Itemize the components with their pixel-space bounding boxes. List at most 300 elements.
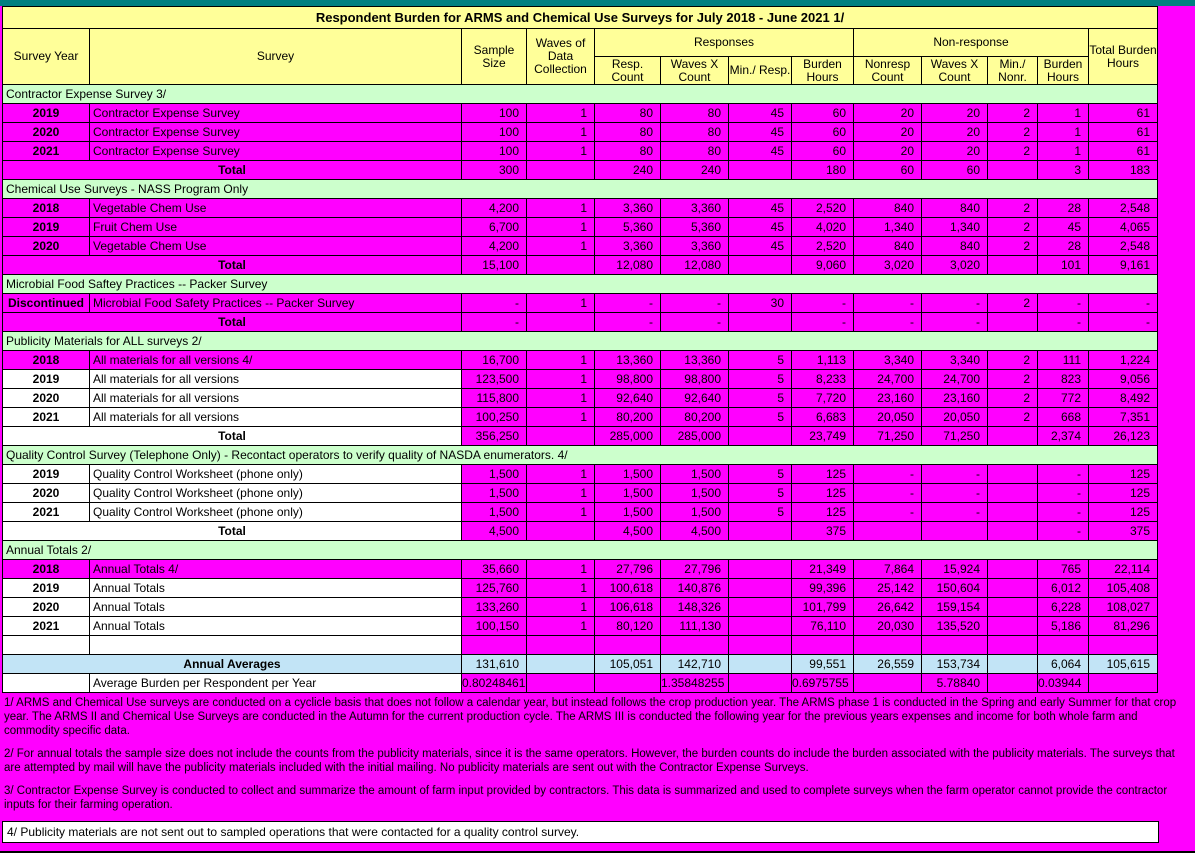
value-cell[interactable]: - [661,294,729,313]
value-cell[interactable]: 3,360 [595,237,661,256]
value-cell[interactable] [527,427,595,446]
value-cell[interactable]: - [854,484,922,503]
section-header-cell[interactable]: Publicity Materials for ALL surveys 2/ [3,332,1158,351]
value-cell[interactable]: 153,734 [922,655,988,674]
value-cell[interactable]: 0.80248461 [462,674,527,693]
value-cell[interactable]: - [462,294,527,313]
value-cell[interactable]: 20 [922,142,988,161]
value-cell[interactable]: 3,360 [661,199,729,218]
value-cell[interactable]: 105,408 [1089,579,1158,598]
value-cell[interactable] [462,636,527,655]
value-cell[interactable]: 4,200 [462,237,527,256]
survey-cell[interactable]: Microbial Food Safety Practices -- Packer Survey [90,294,462,313]
value-cell[interactable]: 1,500 [661,465,729,484]
value-cell[interactable]: 45 [729,199,792,218]
value-cell[interactable]: 80 [595,142,661,161]
value-cell[interactable]: 6,228 [1038,598,1089,617]
survey-cell[interactable]: Annual Totals [90,579,462,598]
value-cell[interactable]: 2 [988,408,1038,427]
year-cell[interactable] [3,636,90,655]
col-header-waves[interactable]: Waves of Data Collection [527,29,595,85]
value-cell[interactable]: 840 [854,199,922,218]
value-cell[interactable]: 5.78840 [922,674,988,693]
col-header-waves-x-count[interactable]: Waves X Count [661,57,729,85]
col-header-sample-size[interactable]: Sample Size [462,29,527,85]
value-cell[interactable]: 100 [462,142,527,161]
year-cell[interactable]: 2020 [3,237,90,256]
value-cell[interactable]: 668 [1038,408,1089,427]
value-cell[interactable]: 81,296 [1089,617,1158,636]
survey-cell[interactable] [90,636,462,655]
value-cell[interactable]: 375 [1089,522,1158,541]
value-cell[interactable]: 1,500 [661,503,729,522]
value-cell[interactable]: 99,396 [792,579,854,598]
value-cell[interactable] [729,560,792,579]
value-cell[interactable] [729,427,792,446]
value-cell[interactable]: 2,548 [1089,199,1158,218]
value-cell[interactable]: 76,110 [792,617,854,636]
value-cell[interactable]: 111 [1038,351,1089,370]
value-cell[interactable]: 1 [527,465,595,484]
value-cell[interactable]: 1,500 [595,465,661,484]
value-cell[interactable]: 3,360 [595,199,661,218]
value-cell[interactable]: 5,186 [1038,617,1089,636]
value-cell[interactable]: 4,020 [792,218,854,237]
value-cell[interactable]: 1 [527,199,595,218]
value-cell[interactable]: 125 [792,465,854,484]
value-cell[interactable]: 28 [1038,237,1089,256]
value-cell[interactable]: 35,660 [462,560,527,579]
value-cell[interactable]: 25,142 [854,579,922,598]
value-cell[interactable]: 106,618 [595,598,661,617]
value-cell[interactable]: 26,559 [854,655,922,674]
value-cell[interactable] [1089,636,1158,655]
value-cell[interactable]: - [792,313,854,332]
value-cell[interactable]: 125 [1089,484,1158,503]
value-cell[interactable]: 1 [1038,142,1089,161]
value-cell[interactable]: 80,120 [595,617,661,636]
value-cell[interactable]: 108,027 [1089,598,1158,617]
value-cell[interactable]: 24,700 [922,370,988,389]
value-cell[interactable]: 183 [1089,161,1158,180]
value-cell[interactable]: 20 [854,142,922,161]
value-cell[interactable]: 2,520 [792,199,854,218]
value-cell[interactable]: 1 [527,389,595,408]
value-cell[interactable]: 92,640 [661,389,729,408]
value-cell[interactable]: 92,640 [595,389,661,408]
value-cell[interactable]: 1 [527,123,595,142]
value-cell[interactable]: 1 [527,351,595,370]
group-header-responses[interactable]: Responses [595,29,854,57]
year-cell[interactable]: 2018 [3,199,90,218]
value-cell[interactable] [988,256,1038,275]
row-label-cell[interactable]: Total [3,427,462,446]
value-cell[interactable]: 1,113 [792,351,854,370]
value-cell[interactable]: 105,051 [595,655,661,674]
value-cell[interactable]: 71,250 [922,427,988,446]
value-cell[interactable]: 5 [729,503,792,522]
value-cell[interactable]: 2 [988,294,1038,313]
value-cell[interactable]: 5 [729,370,792,389]
year-cell[interactable]: 2019 [3,104,90,123]
value-cell[interactable]: 98,800 [661,370,729,389]
value-cell[interactable]: 823 [1038,370,1089,389]
year-cell[interactable]: 2020 [3,598,90,617]
col-header-min-resp[interactable]: Min./ Resp. [729,57,792,85]
value-cell[interactable] [988,598,1038,617]
value-cell[interactable]: 80 [661,142,729,161]
value-cell[interactable]: 60 [792,123,854,142]
value-cell[interactable] [527,313,595,332]
value-cell[interactable]: 1,500 [595,484,661,503]
value-cell[interactable]: 356,250 [462,427,527,446]
value-cell[interactable]: 20 [922,104,988,123]
survey-cell[interactable]: Quality Control Worksheet (phone only) [90,484,462,503]
value-cell[interactable] [988,465,1038,484]
value-cell[interactable] [527,522,595,541]
value-cell[interactable] [988,427,1038,446]
value-cell[interactable] [729,598,792,617]
group-header-non-response[interactable]: Non-response [854,29,1089,57]
value-cell[interactable]: 45 [729,123,792,142]
year-cell[interactable]: 2021 [3,503,90,522]
value-cell[interactable]: 1 [527,617,595,636]
value-cell[interactable] [988,579,1038,598]
value-cell[interactable]: 45 [1038,218,1089,237]
col-header-survey[interactable]: Survey [90,29,462,85]
value-cell[interactable]: 15,100 [462,256,527,275]
value-cell[interactable]: 7,720 [792,389,854,408]
value-cell[interactable]: 142,710 [661,655,729,674]
value-cell[interactable]: - [922,465,988,484]
value-cell[interactable]: 2 [988,351,1038,370]
year-cell[interactable]: 2018 [3,560,90,579]
section-header-cell[interactable]: Quality Control Survey (Telephone Only) - Recontact operators to verify quality of NASDA enumerators. 4/ [3,446,1158,465]
value-cell[interactable]: 1,224 [1089,351,1158,370]
value-cell[interactable] [922,522,988,541]
value-cell[interactable]: 300 [462,161,527,180]
value-cell[interactable]: 3 [1038,161,1089,180]
value-cell[interactable]: 3,020 [854,256,922,275]
value-cell[interactable]: 6,064 [1038,655,1089,674]
value-cell[interactable]: 60 [854,161,922,180]
value-cell[interactable] [988,522,1038,541]
value-cell[interactable]: 2 [988,370,1038,389]
survey-cell[interactable]: Annual Totals 4/ [90,560,462,579]
survey-cell[interactable]: Vegetable Chem Use [90,199,462,218]
value-cell[interactable]: - [1089,294,1158,313]
value-cell[interactable]: 1 [527,142,595,161]
value-cell[interactable]: 5 [729,389,792,408]
value-cell[interactable]: 133,260 [462,598,527,617]
value-cell[interactable]: 125,760 [462,579,527,598]
survey-cell[interactable]: Contractor Expense Survey [90,123,462,142]
value-cell[interactable]: 1,500 [462,503,527,522]
value-cell[interactable]: 23,160 [854,389,922,408]
value-cell[interactable]: 240 [661,161,729,180]
value-cell[interactable]: 1 [527,484,595,503]
section-header-cell[interactable]: Annual Totals 2/ [3,541,1158,560]
value-cell[interactable]: 125 [1089,465,1158,484]
row-label-cell[interactable]: Total [3,256,462,275]
value-cell[interactable]: 80 [661,104,729,123]
value-cell[interactable] [595,636,661,655]
value-cell[interactable]: 1 [527,503,595,522]
value-cell[interactable]: 0.03944 [1038,674,1089,693]
value-cell[interactable] [729,313,792,332]
value-cell[interactable]: 45 [729,218,792,237]
value-cell[interactable]: 4,500 [462,522,527,541]
value-cell[interactable]: 99,551 [792,655,854,674]
value-cell[interactable] [988,655,1038,674]
value-cell[interactable]: 2 [988,218,1038,237]
value-cell[interactable] [854,674,922,693]
value-cell[interactable] [729,522,792,541]
col-header-burden-hours-nonresp[interactable]: Burden Hours [1038,57,1089,85]
value-cell[interactable]: 1 [527,294,595,313]
col-header-survey-year[interactable]: Survey Year [3,29,90,85]
value-cell[interactable]: 22,114 [1089,560,1158,579]
value-cell[interactable]: 20 [854,123,922,142]
value-cell[interactable]: - [1038,522,1089,541]
value-cell[interactable]: 20,050 [922,408,988,427]
value-cell[interactable]: 125 [792,503,854,522]
value-cell[interactable]: 4,500 [595,522,661,541]
value-cell[interactable] [729,256,792,275]
value-cell[interactable] [988,161,1038,180]
value-cell[interactable]: 26,642 [854,598,922,617]
col-header-burden-hours[interactable]: Burden Hours [792,57,854,85]
value-cell[interactable]: - [1038,465,1089,484]
value-cell[interactable]: 20 [922,123,988,142]
value-cell[interactable]: 61 [1089,123,1158,142]
year-cell[interactable]: 2020 [3,389,90,408]
value-cell[interactable]: 100,618 [595,579,661,598]
value-cell[interactable]: 111,130 [661,617,729,636]
value-cell[interactable]: - [1038,294,1089,313]
value-cell[interactable]: 4,500 [661,522,729,541]
value-cell[interactable]: 23,749 [792,427,854,446]
survey-cell[interactable]: Contractor Expense Survey [90,142,462,161]
value-cell[interactable] [661,636,729,655]
value-cell[interactable]: 26,123 [1089,427,1158,446]
value-cell[interactable] [988,617,1038,636]
value-cell[interactable]: - [661,313,729,332]
value-cell[interactable]: 148,326 [661,598,729,617]
value-cell[interactable] [988,484,1038,503]
value-cell[interactable]: 6,012 [1038,579,1089,598]
value-cell[interactable]: 45 [729,237,792,256]
value-cell[interactable]: 12,080 [661,256,729,275]
value-cell[interactable] [729,674,792,693]
value-cell[interactable]: 60 [792,104,854,123]
value-cell[interactable]: 27,796 [661,560,729,579]
value-cell[interactable]: 123,500 [462,370,527,389]
value-cell[interactable]: 1 [1038,123,1089,142]
value-cell[interactable]: 1,340 [922,218,988,237]
value-cell[interactable]: 772 [1038,389,1089,408]
year-cell[interactable]: 2019 [3,218,90,237]
value-cell[interactable]: 23,160 [922,389,988,408]
value-cell[interactable]: 20,030 [854,617,922,636]
value-cell[interactable]: 2 [988,389,1038,408]
value-cell[interactable]: 159,154 [922,598,988,617]
value-cell[interactable]: 80,200 [661,408,729,427]
value-cell[interactable] [988,674,1038,693]
value-cell[interactable]: 71,250 [854,427,922,446]
section-header-cell[interactable]: Contractor Expense Survey 3/ [3,85,1158,104]
survey-cell[interactable]: All materials for all versions [90,408,462,427]
value-cell[interactable] [792,636,854,655]
section-header-cell[interactable]: Microbial Food Saftey Practices -- Packer Survey [3,275,1158,294]
col-header-resp-count[interactable]: Resp. Count [595,57,661,85]
year-cell[interactable]: 2021 [3,617,90,636]
value-cell[interactable] [988,313,1038,332]
value-cell[interactable]: - [792,294,854,313]
value-cell[interactable]: 2 [988,237,1038,256]
col-header-waves-x-count-nonresp[interactable]: Waves X Count [922,57,988,85]
value-cell[interactable] [922,636,988,655]
value-cell[interactable]: 80 [595,123,661,142]
survey-cell[interactable]: All materials for all versions 4/ [90,351,462,370]
value-cell[interactable] [988,503,1038,522]
value-cell[interactable]: 3,340 [854,351,922,370]
value-cell[interactable]: 60 [792,142,854,161]
value-cell[interactable]: 1,340 [854,218,922,237]
value-cell[interactable]: 840 [922,199,988,218]
year-cell[interactable]: 2019 [3,370,90,389]
value-cell[interactable]: 100,250 [462,408,527,427]
year-cell[interactable]: 2020 [3,484,90,503]
value-cell[interactable]: 9,161 [1089,256,1158,275]
year-cell[interactable]: 2019 [3,465,90,484]
value-cell[interactable]: 5 [729,351,792,370]
value-cell[interactable]: - [595,294,661,313]
value-cell[interactable]: 135,520 [922,617,988,636]
value-cell[interactable]: 1 [527,218,595,237]
value-cell[interactable]: 5 [729,408,792,427]
value-cell[interactable]: 80 [595,104,661,123]
value-cell[interactable]: 24,700 [854,370,922,389]
value-cell[interactable]: 2 [988,104,1038,123]
value-cell[interactable]: 4,200 [462,199,527,218]
value-cell[interactable]: 21,349 [792,560,854,579]
value-cell[interactable]: 13,360 [595,351,661,370]
value-cell[interactable]: 12,080 [595,256,661,275]
value-cell[interactable]: 1 [527,237,595,256]
value-cell[interactable]: 2 [988,142,1038,161]
value-cell[interactable]: 1.35848255 [661,674,729,693]
value-cell[interactable] [729,579,792,598]
value-cell[interactable]: - [1038,503,1089,522]
value-cell[interactable]: 7,864 [854,560,922,579]
value-cell[interactable]: 13,360 [661,351,729,370]
value-cell[interactable]: 9,060 [792,256,854,275]
value-cell[interactable]: 45 [729,142,792,161]
value-cell[interactable]: 840 [922,237,988,256]
value-cell[interactable]: 45 [729,104,792,123]
value-cell[interactable]: - [854,503,922,522]
value-cell[interactable]: 30 [729,294,792,313]
value-cell[interactable] [729,636,792,655]
value-cell[interactable]: - [922,313,988,332]
survey-cell[interactable]: Average Burden per Respondent per Year [90,674,462,693]
value-cell[interactable] [988,636,1038,655]
value-cell[interactable]: - [595,313,661,332]
survey-cell[interactable]: Annual Totals [90,617,462,636]
value-cell[interactable]: - [854,465,922,484]
value-cell[interactable] [729,617,792,636]
value-cell[interactable]: 125 [1089,503,1158,522]
value-cell[interactable]: 100 [462,104,527,123]
value-cell[interactable]: 1,500 [462,484,527,503]
value-cell[interactable]: 2,374 [1038,427,1089,446]
value-cell[interactable]: - [922,503,988,522]
value-cell[interactable]: 6,700 [462,218,527,237]
value-cell[interactable]: 140,876 [661,579,729,598]
value-cell[interactable]: 1 [1038,104,1089,123]
value-cell[interactable] [854,636,922,655]
value-cell[interactable]: 840 [854,237,922,256]
value-cell[interactable] [527,256,595,275]
value-cell[interactable]: - [854,294,922,313]
value-cell[interactable]: - [922,484,988,503]
value-cell[interactable]: - [1089,313,1158,332]
value-cell[interactable]: 375 [792,522,854,541]
survey-cell[interactable]: All materials for all versions [90,389,462,408]
value-cell[interactable]: - [1038,313,1089,332]
value-cell[interactable]: - [462,313,527,332]
value-cell[interactable]: 2,548 [1089,237,1158,256]
value-cell[interactable]: 2 [988,199,1038,218]
value-cell[interactable] [527,636,595,655]
value-cell[interactable]: 80,200 [595,408,661,427]
survey-cell[interactable]: All materials for all versions [90,370,462,389]
row-label-cell[interactable]: Total [3,522,462,541]
value-cell[interactable]: 60 [922,161,988,180]
value-cell[interactable]: 5,360 [661,218,729,237]
value-cell[interactable]: 1 [527,579,595,598]
survey-cell[interactable]: Quality Control Worksheet (phone only) [90,503,462,522]
value-cell[interactable]: 285,000 [595,427,661,446]
value-cell[interactable]: 1 [527,560,595,579]
value-cell[interactable]: 5 [729,484,792,503]
value-cell[interactable]: 180 [792,161,854,180]
value-cell[interactable]: 27,796 [595,560,661,579]
survey-cell[interactable]: Quality Control Worksheet (phone only) [90,465,462,484]
value-cell[interactable]: 105,615 [1089,655,1158,674]
survey-cell[interactable]: Annual Totals [90,598,462,617]
value-cell[interactable]: 3,020 [922,256,988,275]
value-cell[interactable]: 2,520 [792,237,854,256]
year-cell[interactable]: 2018 [3,351,90,370]
value-cell[interactable]: 240 [595,161,661,180]
value-cell[interactable]: 20,050 [854,408,922,427]
value-cell[interactable]: - [1038,484,1089,503]
survey-cell[interactable]: Contractor Expense Survey [90,104,462,123]
value-cell[interactable]: 5,360 [595,218,661,237]
value-cell[interactable]: 15,924 [922,560,988,579]
value-cell[interactable] [527,674,595,693]
value-cell[interactable]: 125 [792,484,854,503]
value-cell[interactable]: 1 [527,598,595,617]
row-label-cell[interactable]: Total [3,313,462,332]
value-cell[interactable] [988,560,1038,579]
value-cell[interactable]: - [922,294,988,313]
value-cell[interactable]: 1,500 [595,503,661,522]
value-cell[interactable]: 1,500 [661,484,729,503]
value-cell[interactable]: 1 [527,370,595,389]
